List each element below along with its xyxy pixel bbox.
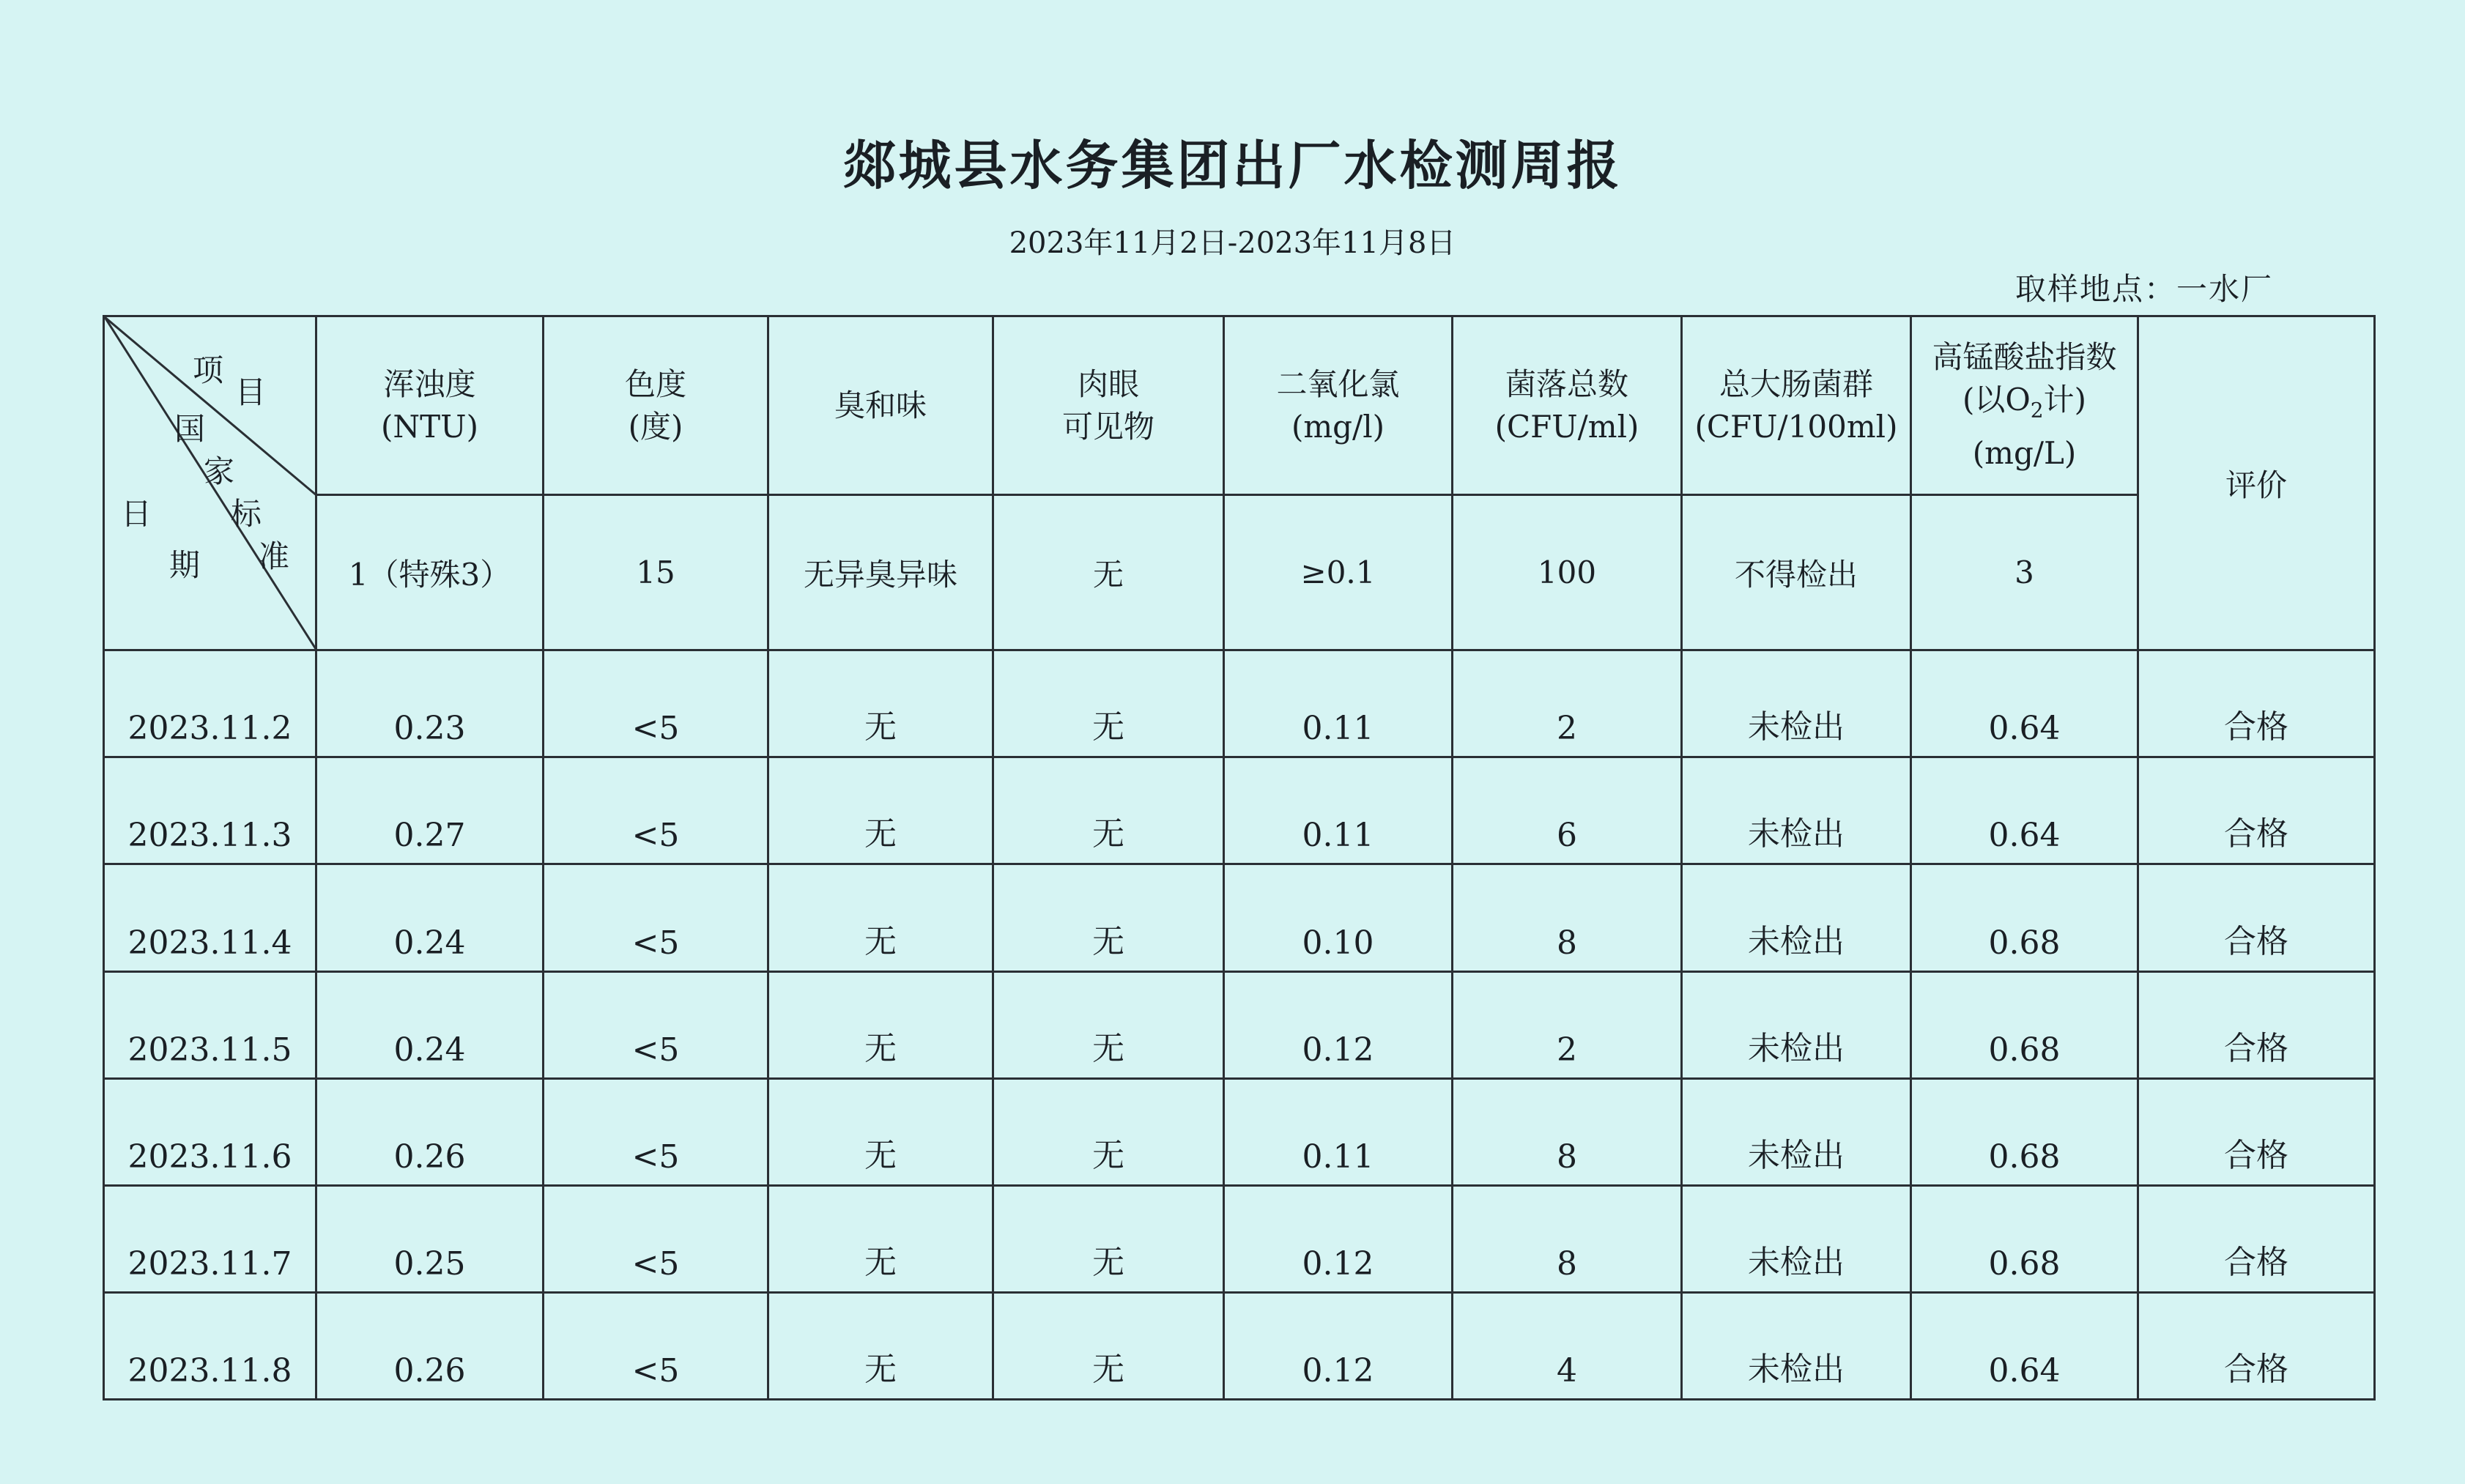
cell-colony-count: 4 <box>1453 1292 1682 1399</box>
cell-turbidity: 0.26 <box>316 1292 544 1399</box>
cell-visible: 无 <box>993 1185 1224 1292</box>
cell-odor: 无 <box>768 1078 993 1185</box>
cell-chlorine-dioxide: 0.11 <box>1224 650 1453 757</box>
col-header-coliform: 总大肠菌群 (CFU/100ml) <box>1682 316 1911 495</box>
cell-chlorine-dioxide: 0.11 <box>1224 1078 1453 1185</box>
location-value: 一水厂 <box>2176 271 2273 307</box>
cell-permanganate: 0.64 <box>1911 1292 2138 1399</box>
cell-odor: 无 <box>768 1292 993 1399</box>
corner-item-char-1: 项 <box>193 352 224 388</box>
cell-color: <5 <box>544 864 768 971</box>
table-row <box>104 1185 2375 1292</box>
table-row <box>104 1292 2375 1399</box>
col-header-chlorine-dioxide: 二氧化氯 (mg/l) <box>1224 316 1453 495</box>
corner-date-char-1: 日 <box>121 496 152 532</box>
cell-turbidity: 0.26 <box>316 1078 544 1185</box>
col-header-evaluation: 评价 <box>2138 316 2375 650</box>
corner-item-char-2: 目 <box>235 374 267 410</box>
cell-visible: 无 <box>993 1292 1224 1399</box>
row-date: 2023.11.5 <box>104 971 316 1078</box>
cell-color: <5 <box>544 1292 768 1399</box>
cell-evaluation: 合格 <box>2138 971 2375 1078</box>
table-row <box>104 971 2375 1078</box>
cell-coliform: 未检出 <box>1682 1078 1911 1185</box>
cell-chlorine-dioxide: 0.12 <box>1224 1185 1453 1292</box>
cell-color: <5 <box>544 1185 768 1292</box>
table-row <box>104 1078 2375 1185</box>
row-date: 2023.11.7 <box>104 1185 316 1292</box>
corner-standard-char-3: 标 <box>231 496 262 532</box>
cell-visible: 无 <box>993 864 1224 971</box>
standard-permanganate: 3 <box>1911 495 2138 650</box>
standard-coliform: 不得检出 <box>1682 495 1911 650</box>
cell-color: <5 <box>544 650 768 757</box>
cell-odor: 无 <box>768 971 993 1078</box>
cell-visible: 无 <box>993 757 1224 864</box>
cell-odor: 无 <box>768 1185 993 1292</box>
cell-permanganate: 0.64 <box>1911 650 2138 757</box>
row-date: 2023.11.8 <box>104 1292 316 1399</box>
date-range: 2023年11月2日-2023年11月8日 <box>1009 226 1456 260</box>
cell-turbidity: 0.27 <box>316 757 544 864</box>
report-title: 郯城县水务集团出厂水检测周报 <box>842 135 1623 196</box>
row-date: 2023.11.6 <box>104 1078 316 1185</box>
standard-visible: 无 <box>993 495 1224 650</box>
cell-coliform: 未检出 <box>1682 1185 1911 1292</box>
standard-odor: 无异臭异味 <box>768 495 993 650</box>
water-quality-table <box>103 315 2376 1400</box>
cell-visible: 无 <box>993 971 1224 1078</box>
cell-odor: 无 <box>768 757 993 864</box>
table-row <box>104 650 2375 757</box>
cell-permanganate: 0.68 <box>1911 1185 2138 1292</box>
cell-chlorine-dioxide: 0.12 <box>1224 1292 1453 1399</box>
cell-chlorine-dioxide: 0.11 <box>1224 757 1453 864</box>
cell-coliform: 未检出 <box>1682 757 1911 864</box>
cell-colony-count: 8 <box>1453 1185 1682 1292</box>
cell-color: <5 <box>544 1078 768 1185</box>
table-row <box>104 757 2375 864</box>
cell-colony-count: 8 <box>1453 1078 1682 1185</box>
corner-standard-char-4: 准 <box>259 538 290 574</box>
cell-turbidity: 0.23 <box>316 650 544 757</box>
cell-color: <5 <box>544 971 768 1078</box>
col-header-permanganate: 高锰酸盐指数 (以$O_2$计) (mg/L) <box>1911 316 2138 495</box>
col-header-visible: 肉眼 可见物 <box>993 316 1224 495</box>
standard-chlorine-dioxide: ≥0.1 <box>1224 495 1453 650</box>
cell-evaluation: 合格 <box>2138 1292 2375 1399</box>
cell-turbidity: 0.24 <box>316 864 544 971</box>
cell-permanganate: 0.68 <box>1911 1078 2138 1185</box>
cell-coliform: 未检出 <box>1682 864 1911 971</box>
cell-turbidity: 0.25 <box>316 1185 544 1292</box>
cell-turbidity: 0.24 <box>316 971 544 1078</box>
cell-coliform: 未检出 <box>1682 971 1911 1078</box>
cell-evaluation: 合格 <box>2138 1078 2375 1185</box>
standard-colony-count: 100 <box>1453 495 1682 650</box>
cell-evaluation: 合格 <box>2138 1185 2375 1292</box>
cell-permanganate: 0.68 <box>1911 971 2138 1078</box>
row-date: 2023.11.3 <box>104 757 316 864</box>
col-header-color: 色度 (度) <box>544 316 768 495</box>
corner-standard-char-1: 国 <box>174 411 206 447</box>
cell-color: <5 <box>544 757 768 864</box>
cell-evaluation: 合格 <box>2138 757 2375 864</box>
corner-standard-char-2: 家 <box>204 453 235 489</box>
header-row-standards <box>104 495 2375 650</box>
corner-header-cell <box>104 316 316 650</box>
corner-date-char-2: 期 <box>169 547 201 583</box>
standard-turbidity: 1（特殊3） <box>316 495 544 650</box>
table-row <box>104 864 2375 971</box>
cell-visible: 无 <box>993 1078 1224 1185</box>
row-date: 2023.11.2 <box>104 650 316 757</box>
cell-evaluation: 合格 <box>2138 650 2375 757</box>
cell-colony-count: 2 <box>1453 971 1682 1078</box>
cell-colony-count: 6 <box>1453 757 1682 864</box>
cell-chlorine-dioxide: 0.10 <box>1224 864 1453 971</box>
cell-permanganate: 0.64 <box>1911 757 2138 864</box>
col-header-turbidity: 浑浊度 (NTU) <box>316 316 544 495</box>
cell-permanganate: 0.68 <box>1911 864 2138 971</box>
cell-chlorine-dioxide: 0.12 <box>1224 971 1453 1078</box>
row-date: 2023.11.4 <box>104 864 316 971</box>
cell-visible: 无 <box>993 650 1224 757</box>
cell-colony-count: 2 <box>1453 650 1682 757</box>
cell-coliform: 未检出 <box>1682 1292 1911 1399</box>
location-label: 取样地点： <box>2014 271 2176 307</box>
sampling-location <box>2015 265 2273 309</box>
standard-color: 15 <box>544 495 768 650</box>
cell-colony-count: 8 <box>1453 864 1682 971</box>
cell-coliform: 未检出 <box>1682 650 1911 757</box>
col-header-colony-count: 菌落总数 (CFU/ml) <box>1453 316 1682 495</box>
cell-evaluation: 合格 <box>2138 864 2375 971</box>
header-row-names <box>104 316 2375 495</box>
cell-odor: 无 <box>768 650 993 757</box>
col-header-odor: 臭和味 <box>768 316 993 495</box>
cell-odor: 无 <box>768 864 993 971</box>
